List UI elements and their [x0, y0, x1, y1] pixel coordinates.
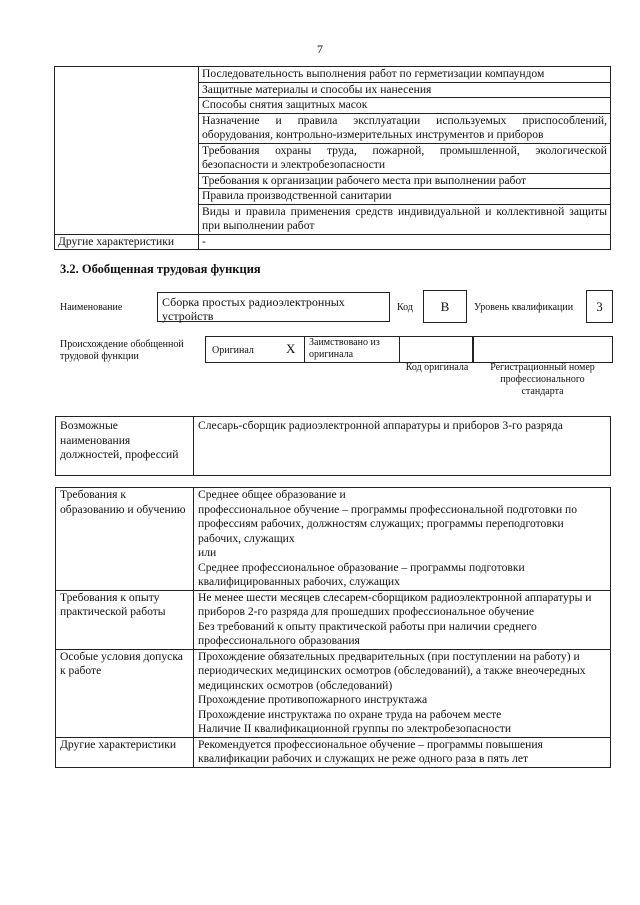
- borrowed-label: Заимствовано из оригинала: [309, 337, 380, 360]
- text-line: Наличие II квалификационной группы по электробезопасности: [198, 722, 512, 735]
- text-line: или: [198, 546, 217, 559]
- admission-value: [194, 649, 611, 737]
- table-row: [56, 590, 611, 649]
- knowledge-table: [54, 66, 611, 250]
- code-value: B: [423, 290, 467, 323]
- origin-box: [205, 336, 474, 363]
- text-line: Не менее шести месяцев слесарем-сборщиком радиоэлектронной аппаратуры и приборов 2-го разряда для прошедших профессиональное обучение: [198, 590, 592, 618]
- original-label: Оригинал: [212, 345, 254, 356]
- empty-label-cell: [55, 67, 199, 235]
- text-line: профессиональное обучение – программы профессиональной подготовки по профессиям рабочих, должностям служащих; программы переподготовки рабочих, служащих: [198, 502, 578, 545]
- table-row: [56, 417, 611, 476]
- text-line: Среднее профессиональное образование – программы подготовки квалифицированных рабочих, служащих: [198, 560, 525, 588]
- other-char-label: Другие характеристики: [56, 737, 194, 767]
- code-label: Код: [397, 302, 413, 313]
- text-line: Прохождение инструктажа по охране труда на рабочем месте: [198, 707, 502, 721]
- other-value: -: [199, 234, 611, 250]
- original-mark: X: [286, 341, 296, 356]
- admission-label: Особые условия допуска к работе: [56, 649, 194, 737]
- reg-number-box: [472, 336, 613, 363]
- experience-label: Требования к опыту практической работы: [56, 590, 194, 649]
- divider: [304, 337, 305, 362]
- text-line: Без требований к опыту практической работы при наличии среднего профессионального образования: [198, 619, 537, 647]
- table-cell: Правила производственной санитарии: [199, 189, 611, 205]
- table-row: [56, 488, 611, 591]
- table-row: [56, 649, 611, 737]
- table-cell: Защитные материалы и способы их нанесения: [199, 82, 611, 98]
- text-line: Прохождение противопожарного инструктажа: [198, 693, 428, 706]
- reg-number-caption: Регистрационный номер профессионального стандарта: [490, 362, 595, 397]
- table-cell: Требования охраны труда, пожарной, промышленной, экологической безопасности и электробезопасности: [199, 143, 611, 173]
- education-value: [194, 488, 611, 591]
- level-label: Уровень квалификации: [474, 302, 574, 313]
- naming-value: Сборка простых радиоэлектронных устройств: [157, 292, 390, 322]
- level-value: 3: [586, 290, 613, 323]
- text-line: Рекомендуется профессиональное обучение – программы повышения квалификации рабочих и служащих не реже одного раза в пять лет: [198, 737, 543, 765]
- divider: [399, 337, 400, 362]
- table-row: [55, 234, 611, 250]
- table-cell: Назначение и правила эксплуатации используемых приспособлений, оборудования, контрольно-измерительных инструментов и приборов: [199, 113, 611, 143]
- table-cell: Виды и правила применения средств индивидуальной и коллективной защиты при выполнении работ: [199, 204, 611, 234]
- requirements-table: [55, 487, 611, 768]
- education-label: Требования к образованию и обучению: [56, 488, 194, 591]
- table-row: [55, 67, 611, 83]
- experience-value: [194, 590, 611, 649]
- other-label: Другие характеристики: [55, 234, 199, 250]
- origin-label: Происхождение обобщенной трудовой функции: [60, 339, 184, 362]
- positions-label: Возможные наименования должностей, профессий: [56, 417, 194, 476]
- table-cell: Способы снятия защитных масок: [199, 98, 611, 114]
- page-number: 7: [317, 42, 323, 56]
- positions-table: [55, 416, 611, 476]
- text-line: Прохождение обязательных предварительных (при поступлении на работу) и периодических медицинских осмотров (обследований), а также внеочередных медицинских осмотров (обследований): [198, 649, 586, 692]
- naming-label: Наименование: [60, 302, 123, 313]
- table-row: [56, 737, 611, 767]
- table-cell: Требования к организации рабочего места при выполнении работ: [199, 173, 611, 189]
- other-char-value: [194, 737, 611, 767]
- section-heading: 3.2. Обобщенная трудовая функция: [60, 262, 261, 276]
- table-cell: Последовательность выполнения работ по герметизации компаундом: [199, 67, 611, 83]
- text-line: Среднее общее образование и: [198, 488, 346, 501]
- positions-value: Слесарь-сборщик радиоэлектронной аппаратуры и приборов 3-го разряда: [194, 417, 611, 476]
- code-original-caption: Код оригинала: [405, 362, 469, 373]
